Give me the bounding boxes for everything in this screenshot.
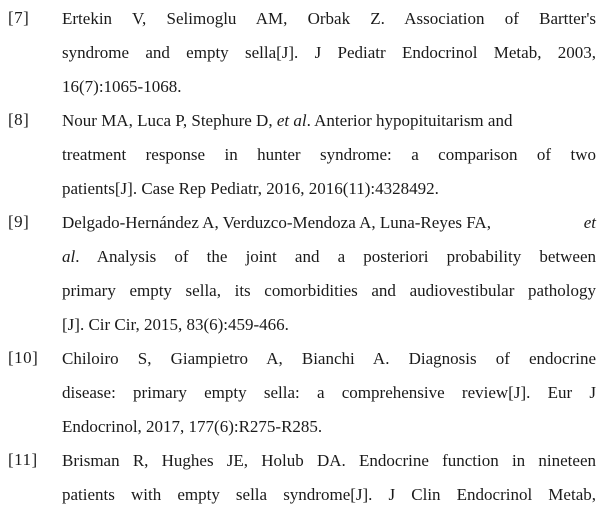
reference-text-line: primary empty sella, its comorbidities and audiovestibular pathology [62, 281, 596, 300]
reference-text-line: patients[J]. Case Rep Pediatr, 2016, 2016(11):4328492. [62, 179, 439, 198]
reference-text-line: treatment response in hunter syndrome: a comparison of two [62, 145, 596, 164]
reference-number: [11] [8, 450, 38, 469]
al-italic: al [62, 247, 76, 266]
reference-number: [7] [8, 8, 30, 27]
reference-number: [8] [8, 110, 30, 129]
reference-number: [9] [8, 212, 30, 231]
reference-title-fragment: . Analysis of the joint and a posteriori probability between [75, 247, 596, 266]
reference-text-line: syndrome and empty sella[J]. J Pediatr Endocrinol Metab, 2003, [62, 43, 596, 62]
reference-authors: Delgado-Hernández A, Verduzco-Mendoza A, Luna-Reyes FA, [62, 213, 491, 232]
reference-text-line: disease: primary empty sella: a comprehensive review[J]. Eur J [62, 383, 596, 402]
reference-authors: Nour MA, Luca P, Stephure D, et al. Anterior hypopituitarism and [62, 111, 513, 130]
reference-text-line [62, 247, 596, 267]
reference-text-line: Ertekin V, Selimoglu AM, Orbak Z. Association of Bartter's [62, 9, 596, 28]
reference-text-line: Chiloiro S, Giampietro A, Bianchi A. Diagnosis of endocrine [62, 349, 596, 368]
reference-text-line: Brisman R, Hughes JE, Holub DA. Endocrine function in nineteen [62, 451, 596, 470]
et-al-italic: et al [276, 111, 307, 130]
reference-text-line: patients with empty sella syndrome[J]. J Clin Endocrinol Metab, [62, 485, 596, 504]
reference-text-line [62, 111, 596, 131]
reference-text-line: Endocrinol, 2017, 177(6):R275-R285. [62, 417, 323, 436]
reference-text-line [62, 213, 596, 233]
et-italic: et [583, 213, 596, 232]
reference-number: [10] [8, 348, 39, 367]
reference-text-line: [J]. Cir Cir, 2015, 83(6):459-466. [62, 315, 289, 334]
reference-text-line: 16(7):1065-1068. [62, 77, 182, 96]
